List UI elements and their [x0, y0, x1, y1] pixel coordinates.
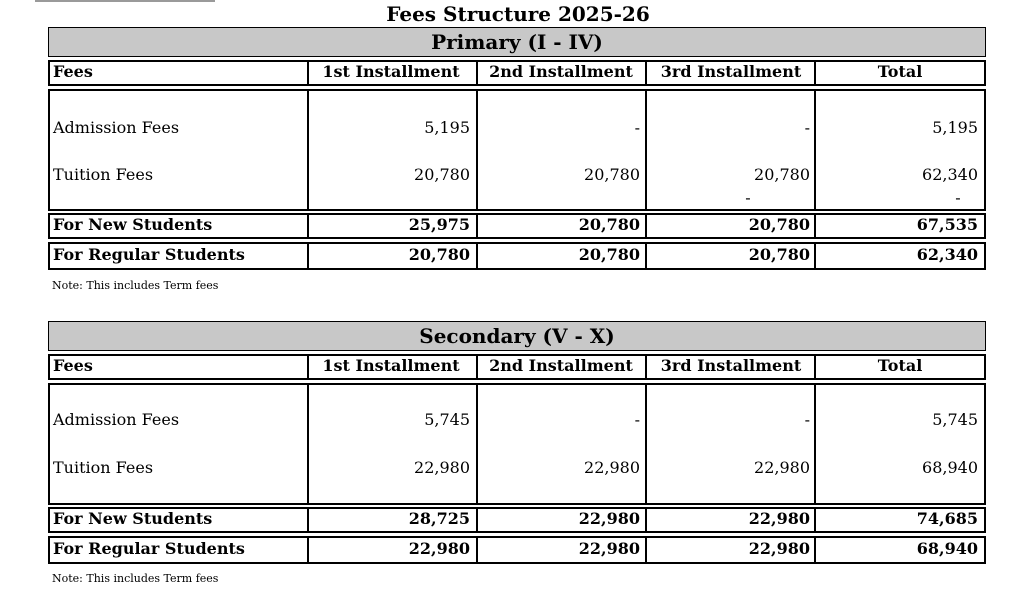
- cell-3rd: 20,780: [754, 165, 810, 184]
- cell-3rd: 22,980: [748, 509, 810, 528]
- cell-total: -: [955, 188, 961, 207]
- cell-total: 62,340: [916, 245, 978, 264]
- cell-1st: 20,780: [408, 245, 470, 264]
- cell-3rd: 22,980: [748, 539, 810, 558]
- cell-3rd: 22,980: [754, 458, 810, 477]
- cell-3rd: -: [804, 410, 810, 429]
- col-header-3rd: 3rd Installment: [660, 356, 802, 375]
- cell-2nd: -: [634, 410, 640, 429]
- table-row: [48, 409, 986, 431]
- row-label: For Regular Students: [53, 245, 245, 264]
- col-header-1st: 1st Installment: [322, 356, 460, 375]
- cell-total: 67,535: [916, 215, 978, 234]
- cell-2nd: 20,780: [578, 215, 640, 234]
- secondary-heading: Secondary (V - X): [48, 321, 986, 351]
- table-row: [48, 457, 986, 479]
- cell-2nd: 22,980: [578, 509, 640, 528]
- cell-total: 5,195: [932, 118, 978, 137]
- cell-total: 62,340: [922, 165, 978, 184]
- cell-1st: 22,980: [414, 458, 470, 477]
- table-row: [48, 164, 986, 186]
- cell-2nd: 22,980: [578, 539, 640, 558]
- col-header-1st: 1st Installment: [322, 62, 460, 81]
- primary-note: Note: This includes Term fees: [52, 279, 219, 292]
- primary-regular-students-row: [48, 242, 986, 270]
- cell-3rd: 20,780: [748, 215, 810, 234]
- cell-1st: 5,195: [424, 118, 470, 137]
- secondary-regular-students-row: [48, 536, 986, 564]
- cell-3rd: 20,780: [748, 245, 810, 264]
- cell-total: 68,940: [922, 458, 978, 477]
- cell-2nd: 20,780: [584, 165, 640, 184]
- cell-2nd: 20,780: [578, 245, 640, 264]
- col-header-total: Total: [877, 356, 923, 375]
- primary-table: [48, 27, 986, 272]
- table-row: [48, 189, 986, 207]
- cell-2nd: -: [634, 118, 640, 137]
- cell-3rd: -: [745, 188, 751, 207]
- col-header-2nd: 2nd Installment: [489, 356, 633, 375]
- table-row: [48, 117, 986, 139]
- col-header-2nd: 2nd Installment: [489, 62, 633, 81]
- primary-heading: Primary (I - IV): [48, 27, 986, 57]
- cell-total: 74,685: [916, 509, 978, 528]
- secondary-table: [48, 321, 986, 568]
- row-label: For New Students: [53, 509, 213, 528]
- secondary-new-students-row: [48, 507, 986, 533]
- secondary-header-row: [48, 354, 986, 380]
- cell-3rd: -: [804, 118, 810, 137]
- col-header-total: Total: [877, 62, 923, 81]
- cell-total: 5,745: [932, 410, 978, 429]
- row-label: For Regular Students: [53, 539, 245, 558]
- row-label: Tuition Fees: [53, 458, 154, 477]
- row-label: For New Students: [53, 215, 213, 234]
- cell-1st: 22,980: [408, 539, 470, 558]
- cell-1st: 5,745: [424, 410, 470, 429]
- document-title: Fees Structure 2025-26: [386, 2, 650, 26]
- secondary-body: [48, 383, 986, 505]
- col-header-3rd: 3rd Installment: [660, 62, 802, 81]
- cell-1st: 28,725: [408, 509, 470, 528]
- cell-total: 68,940: [916, 539, 978, 558]
- col-header-fees: Fees: [53, 356, 93, 375]
- cell-1st: 20,780: [414, 165, 470, 184]
- col-header-fees: Fees: [53, 62, 93, 81]
- primary-body: [48, 89, 986, 211]
- row-label: Admission Fees: [53, 410, 180, 429]
- row-label: Admission Fees: [53, 118, 180, 137]
- cell-1st: 25,975: [408, 215, 470, 234]
- primary-header-row: [48, 60, 986, 86]
- cell-2nd: 22,980: [584, 458, 640, 477]
- primary-new-students-row: [48, 213, 986, 239]
- secondary-note: Note: This includes Term fees: [52, 572, 219, 585]
- row-label: Tuition Fees: [53, 165, 154, 184]
